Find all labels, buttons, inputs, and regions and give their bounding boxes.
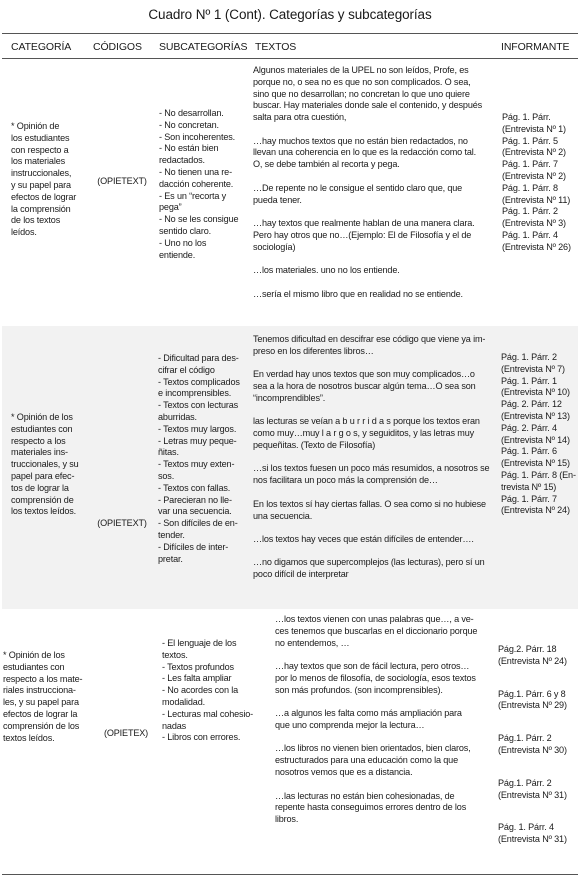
quote-line: no entendemos, … — [275, 637, 350, 648]
cell-line: - Textos con fallas. — [158, 482, 231, 493]
cell-line: modalidad. — [162, 696, 205, 707]
cell-line: e incomprensibles. — [158, 388, 232, 399]
cell-line: (Entrevista Nº 1) — [502, 123, 566, 134]
reference-line: (Entrevista Nº 30) — [498, 744, 567, 755]
quote-line: En los textos sí hay ciertas fallas. O sea como si no hubiese — [253, 498, 486, 509]
cell-line: los estudiantes — [11, 132, 70, 143]
table-row — [2, 610, 578, 872]
cell-line: (Entrevista Nº 3) — [502, 218, 566, 229]
quote-line: …las lecturas no están bien cohesionadas, de — [275, 790, 455, 801]
cell-line: Pág. 2. Párr. 4 — [501, 422, 557, 433]
reference-group — [498, 733, 567, 757]
quote-block — [253, 499, 489, 523]
quote-line: O, se debe también al recorta y pega. — [253, 159, 400, 170]
cell-line: textos. — [162, 649, 188, 660]
cell-line: redactados. — [159, 155, 205, 166]
quote-line: pequeñitas. (Texto de Filosofía) — [253, 439, 376, 450]
quote-line: porque no, o sea no es que no son complicados. O sea, — [253, 76, 471, 87]
quote-line: …De repente no le consigue el sentido claro que, que — [253, 182, 463, 193]
cell-line: (Entrevista Nº 26) — [502, 241, 571, 252]
row-3-textos — [275, 614, 477, 826]
cell-line: * Opinión de los — [11, 412, 73, 422]
cell-line: y su papel para — [11, 179, 71, 190]
cell-line: - Parecieran no lle- — [158, 494, 232, 505]
cell-line: - Son difíciles de en- — [158, 518, 238, 529]
cell-line: comprensión de — [11, 494, 74, 505]
quote-block — [275, 791, 477, 826]
row-2-textos — [253, 334, 489, 581]
quote-block — [253, 463, 489, 487]
row-2-codigo: (OPIETEXT) — [97, 518, 147, 528]
quote-block — [275, 743, 477, 778]
row-3-subcategorias — [162, 638, 253, 744]
quote-line: …los materiales. uno no los entiende. — [253, 265, 400, 276]
quote-block — [253, 534, 489, 546]
reference-line: Pág.1. Párr. 6 y 8 — [498, 688, 566, 699]
quote-line: Tenemos dificultad en descifrar ese código que viene ya im- — [253, 334, 486, 344]
quote-block — [253, 265, 482, 277]
quote-block — [253, 369, 489, 404]
cell-line: Pág. 1. Párr. 6 — [501, 446, 557, 457]
row-1-textos — [253, 65, 482, 300]
cell-line: - Textos muy largos. — [158, 423, 237, 434]
quote-line: salta para otra cuestión, — [253, 112, 347, 123]
cell-line: comprensión de los — [3, 720, 80, 731]
cell-line: de los textos — [11, 215, 61, 226]
cell-line: trevista Nº 15) — [501, 481, 557, 492]
cell-line: - Textos profundos — [162, 661, 234, 672]
reference-group — [498, 822, 567, 846]
cell-line: Pág. 1. Párr. 2 — [502, 206, 558, 217]
quote-line: preso en los diferentes libros… — [253, 345, 374, 356]
cell-line: Pág. 1. Párr. 4 — [502, 229, 558, 240]
quote-block — [253, 416, 489, 451]
reference-line: (Entrevista Nº 24) — [498, 655, 567, 666]
cell-line: * Opinión de — [11, 121, 60, 131]
reference-group — [498, 778, 567, 802]
row-3-codigo: (OPIETEX) — [103, 728, 149, 738]
cell-line: - Textos complicados — [158, 376, 240, 387]
reference-line: (Entrevista Nº 31) — [498, 834, 567, 845]
cell-line: - No acordes con la — [162, 685, 239, 696]
quote-line: las lecturas se veían a b u r r i d a s porque los textos eran — [253, 416, 480, 427]
row-1-categoria — [11, 121, 76, 239]
row-2-subcategorias — [158, 353, 240, 565]
cell-line: (Entrevista Nº 13) — [501, 410, 570, 421]
cell-line: Pág. 1. Párr. 2 — [501, 352, 557, 362]
cell-line: efectos de lograr — [11, 191, 77, 202]
table-row — [2, 59, 578, 325]
cell-line: (Entrevista Nº 2) — [502, 170, 566, 181]
quote-line: …no digamos que supercomplejos (las lecturas), pero sí un — [253, 557, 485, 568]
cell-line: - Les falta ampliar — [162, 673, 232, 684]
cell-line: Pág. 1. Párr. 7 — [502, 159, 558, 170]
reference-line: (Entrevista Nº 31) — [498, 789, 567, 800]
quote-line: ces tenemos que buscarlas en el diccionario porque — [275, 625, 478, 636]
reference-line: Pág.2. Párr. 18 — [498, 644, 557, 654]
cell-line: - Textos con lecturas — [158, 400, 239, 411]
reference-line: Pág.1. Párr. 2 — [498, 777, 552, 788]
cell-line: Pág. 2. Párr. 12 — [501, 399, 562, 410]
quote-block — [275, 614, 477, 649]
cell-line: efectos de lograr la — [3, 708, 78, 719]
cell-line: (Entrevista Nº 2) — [502, 147, 566, 158]
quote-line: como muy…muy l a r g o s, y seguiditos, y las letras muy — [253, 428, 475, 439]
cell-line: pretar. — [158, 553, 183, 564]
cell-line: materiales ins- — [11, 447, 68, 458]
quote-line: Algunos materiales de la UPEL no son leídos, Profe, es — [253, 65, 469, 75]
cell-line: - Letras muy peque- — [158, 435, 237, 446]
cell-line: (Entrevista Nº 11) — [502, 194, 571, 205]
header-categoria: CATEGORÍA — [11, 41, 72, 53]
cell-line: respecto a los — [11, 435, 66, 446]
quote-block — [253, 289, 482, 301]
cell-line: - El lenguaje de los — [162, 638, 237, 648]
quote-block — [253, 183, 482, 207]
quote-line: son más profundos. (son incomprensibles). — [275, 684, 443, 695]
quote-line: …los textos hay veces que están difíciles de entender…. — [253, 534, 474, 544]
row-1-subcategorias — [159, 108, 238, 261]
quote-line: …a algunos les falta como más ampliación para — [275, 708, 462, 719]
quote-line: sociología) — [253, 241, 296, 252]
quote-line: …hay muchos textos que no están bien redactados, no — [253, 135, 468, 146]
cell-line: Pág. 1. Párr. 7 — [501, 493, 557, 504]
quote-line: pueda tener. — [253, 194, 302, 205]
quote-line: llevan una coherencia en lo que es la redacción como tal. — [253, 147, 476, 158]
quote-line: una secuencia. — [253, 510, 313, 521]
cell-line: - Difíciles de inter- — [158, 541, 229, 552]
cell-line: - Lecturas mal cohesio- — [162, 708, 254, 719]
quote-block — [275, 661, 477, 696]
cell-line: con respecto a — [11, 144, 69, 155]
cell-line: Pág. 1. Párr. — [502, 112, 551, 122]
quote-line: nosotros vemos que es a distancia. — [275, 767, 413, 778]
cell-line: los textos leídos. — [11, 506, 77, 517]
header-informante: INFORMANTE — [501, 41, 570, 53]
quote-line: …si los textos fuesen un poco más resumidos, a nosotros se — [253, 463, 490, 474]
quote-block — [253, 136, 482, 171]
cell-line: - No están bien — [159, 143, 219, 154]
cell-line: Pág. 1. Párr. 8 (En- — [501, 469, 576, 480]
quote-line: “incomprendibles”. — [253, 392, 326, 403]
cell-line: estudiantes con — [11, 423, 73, 434]
cell-line: (Entrevista Nº 24) — [501, 505, 570, 516]
quote-line: …hay textos que son de fácil lectura, pero otros… — [275, 661, 470, 672]
cell-line: Pág. 1. Párr. 5 — [502, 135, 558, 146]
quote-line: Pero hay otros que no…(Ejemplo: El de Filosofía y el de — [253, 229, 472, 240]
cell-line: tender. — [158, 529, 185, 540]
cell-line: * Opinión de los — [3, 650, 65, 660]
cell-line: estudiantes con — [3, 661, 65, 672]
cell-line: (Entrevista Nº 10) — [501, 387, 570, 398]
header-subcategorias: SUBCATEGORÍAS — [159, 41, 248, 53]
quote-line: En verdad hay unos textos que son muy complicados…o — [253, 369, 475, 380]
cell-line: respecto a los mate- — [3, 673, 83, 684]
cell-line: riales instrucciona- — [3, 685, 76, 696]
quote-line: buscar. Hay materiales donde sale el contenido, y después — [253, 100, 483, 111]
quote-line: que uno comprenda mejor la lectura… — [275, 719, 425, 730]
cell-line: (Entrevista Nº 7) — [501, 363, 565, 374]
row-2-categoria — [11, 412, 81, 518]
quote-line: sino que no desarrollan; no concretan lo que uno quiere — [253, 88, 470, 99]
row-1-codigo: (OPIETEXT) — [97, 176, 147, 186]
cell-line: (Entrevista Nº 14) — [501, 434, 570, 445]
cell-line: sos. — [158, 470, 175, 481]
reference-line: (Entrevista Nº 29) — [498, 700, 567, 711]
bottom-rule — [2, 874, 578, 875]
cell-line: - No concretan. — [159, 119, 219, 130]
cell-line: - No tienen una re- — [159, 166, 232, 177]
table-row — [2, 326, 578, 609]
cell-line: truccionales, y su — [11, 459, 79, 470]
reference-line: Pág. 1. Párr. 4 — [498, 822, 554, 833]
cell-line: Pág. 1. Párr. 8 — [502, 182, 558, 193]
quote-line: …los textos vienen con unas palabras que…, a ve- — [275, 614, 474, 624]
quote-line: …los libros no vienen bien orientados, bien claros, — [275, 743, 471, 754]
quote-block — [253, 218, 482, 253]
reference-group — [498, 689, 567, 713]
quote-block — [275, 708, 477, 732]
cell-line: (Entrevista Nº 15) — [501, 458, 570, 469]
quote-line: poco difícil de interpretar — [253, 569, 349, 580]
cell-line: los materiales — [11, 156, 65, 167]
cell-line: - Es un “recorta y — [159, 190, 227, 201]
cell-line: var una secuencia. — [158, 506, 232, 517]
cell-line: tos de lograr la — [11, 482, 69, 493]
cell-line: entiende. — [159, 249, 196, 260]
cell-line: - Libros con errores. — [162, 732, 241, 743]
cell-line: instruccionales, — [11, 168, 72, 179]
cell-line: - Son incoherentes. — [159, 131, 236, 142]
cell-line: ñitas. — [158, 447, 179, 458]
cell-line: les, y su papel para — [3, 697, 79, 708]
cell-line: papel para efec- — [11, 470, 75, 481]
cell-line: la comprensión — [11, 203, 71, 214]
reference-line: Pág.1. Párr. 2 — [498, 733, 552, 744]
cell-line: Pág. 1. Párr. 1 — [501, 375, 557, 386]
quote-line: estructurados para una educación como la que — [275, 755, 458, 766]
cell-line: - Dificultad para des- — [158, 353, 239, 363]
cell-line: sentido claro. — [159, 225, 211, 236]
table-title: Cuadro Nº 1 (Cont). Categorías y subcategorías — [148, 7, 432, 22]
cell-line: dacción coherente. — [159, 178, 234, 189]
quote-line: nos facilitara un poco más la comprensión de… — [253, 475, 438, 486]
quote-line: por lo menos de filosofía, de sociología, esos textos — [275, 672, 476, 683]
title-rule — [2, 33, 578, 34]
cell-line: - Textos muy exten- — [158, 459, 235, 470]
quote-block — [253, 65, 482, 124]
header-textos: TEXTOS — [255, 41, 297, 53]
cell-line: textos leídos. — [3, 732, 55, 743]
reference-group — [498, 644, 567, 668]
cell-line: pega” — [159, 202, 182, 213]
cell-line: - No desarrollan. — [159, 108, 224, 118]
cell-line: - Uno no los — [159, 237, 207, 248]
quote-line: …hay textos que realmente hablan de una manera clara. — [253, 218, 475, 229]
quote-line: repente hasta conseguimos errores dentro de los — [275, 802, 467, 813]
quote-line: …sería el mismo libro que en realidad no se entiende. — [253, 288, 463, 299]
row-2-informante — [501, 352, 576, 517]
quote-line: libros. — [275, 814, 299, 825]
quote-block — [253, 334, 489, 358]
header-codigos: CÓDIGOS — [93, 41, 142, 53]
cell-line: aburridas. — [158, 411, 197, 422]
row-3-informante — [498, 644, 567, 867]
quote-block — [253, 557, 489, 581]
cell-line: cifrar el código — [158, 364, 215, 375]
cell-line: leídos. — [11, 227, 37, 238]
row-1-informante — [502, 112, 571, 254]
row-3-categoria — [3, 650, 82, 744]
quote-line: sea a la hora de nosotros buscar algún tema…O sea son — [253, 381, 476, 392]
cell-line: nadas — [162, 720, 187, 731]
cell-line: - No se les consigue — [159, 214, 239, 225]
